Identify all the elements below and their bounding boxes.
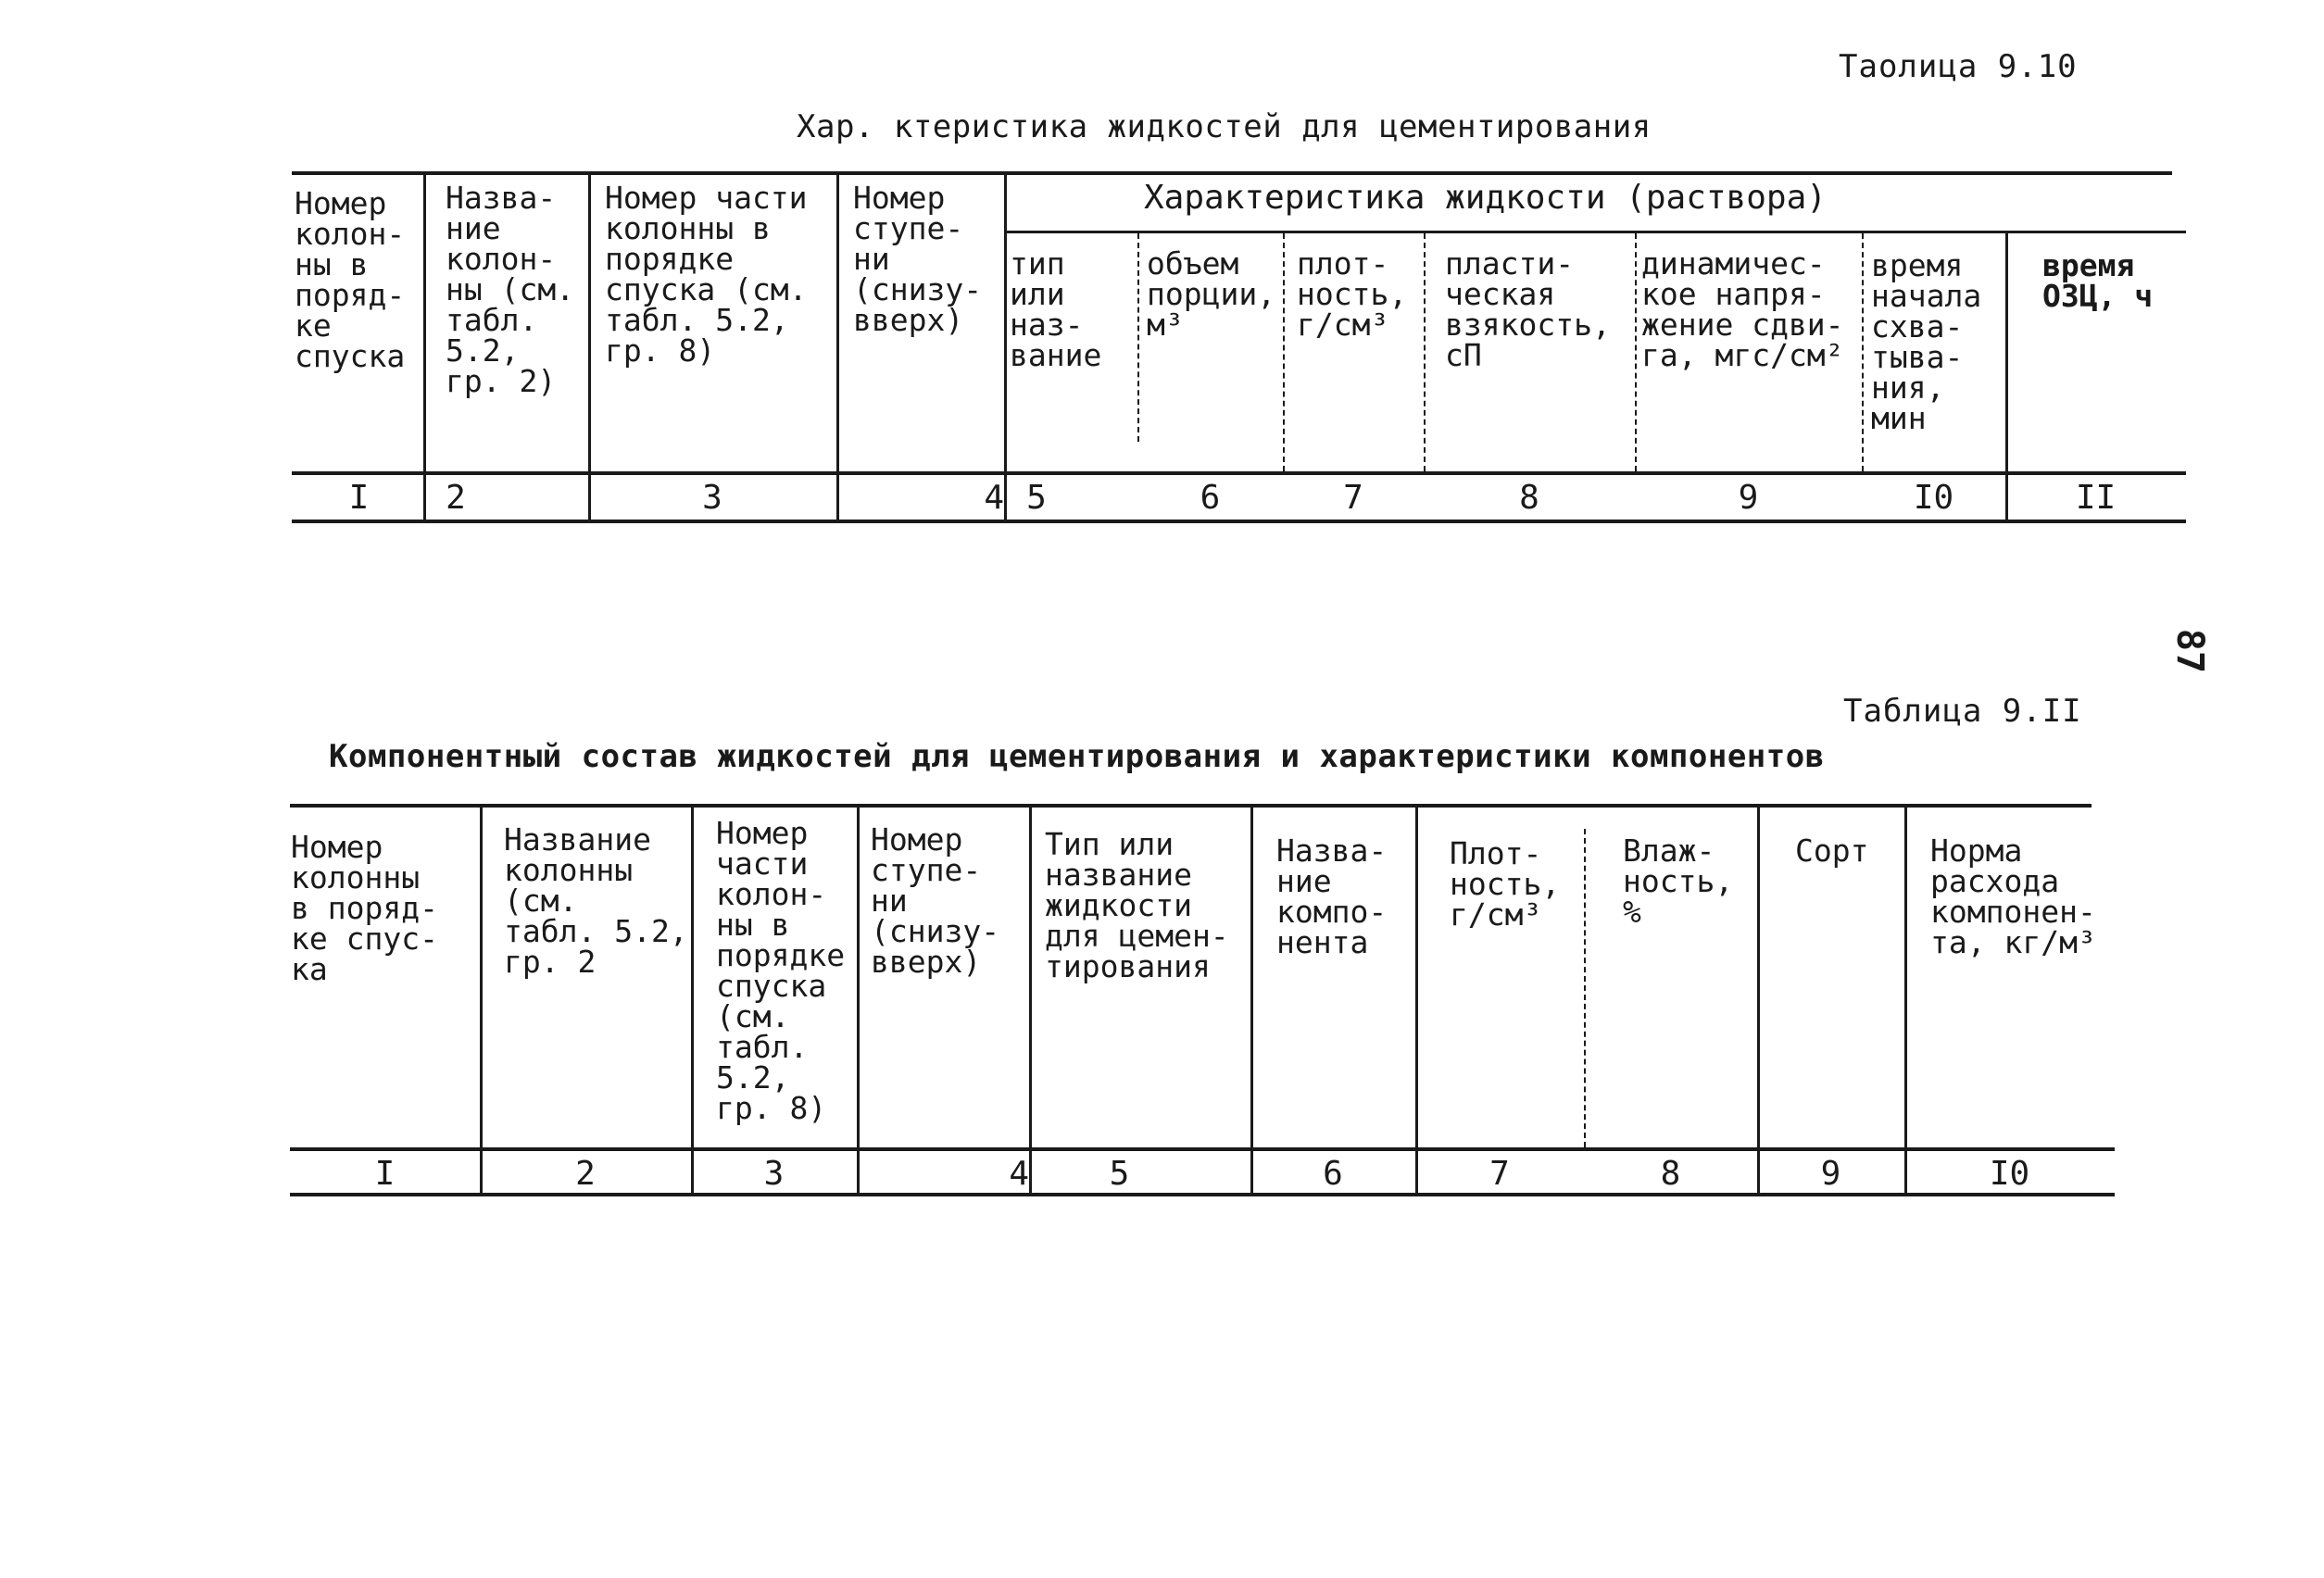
table2-header-10: Норма расхода компонен- та, кг/м³ (1930, 833, 2096, 960)
table1-number: 9 (1738, 479, 1759, 517)
table1-header-bottom-rule (292, 471, 2186, 475)
table1-number: 6 (1200, 479, 1221, 517)
table2-col-divider (1250, 804, 1253, 1193)
table1-number: I0 (1913, 479, 1954, 517)
table1-col-divider (1635, 233, 1637, 471)
table2-number: 6 (1323, 1155, 1343, 1193)
page-number: 87 (2168, 628, 2212, 674)
table2-top-rule (290, 804, 2092, 808)
table2-col-divider (480, 804, 483, 1193)
table2-number: 8 (1660, 1155, 1681, 1193)
table2-caption: Компонентный состав жидкостей для цементирования и характеристики компонентов (329, 738, 1825, 775)
table2-col-divider (1584, 829, 1586, 1147)
table1-header-9: динамичес- кое напря- жение сдви- га, мгс/см² (1641, 245, 1844, 373)
table2-number: I (374, 1155, 396, 1193)
table1-col-divider (588, 171, 591, 520)
table1-col-divider (1424, 233, 1426, 471)
table1-header-5: тип или наз- вание (1010, 245, 1102, 373)
table1-col-divider (1004, 171, 1007, 520)
table1-header-1: Номер колон- ны в поряд- ке спуска (295, 185, 406, 374)
table2-header-7: Плот- ность, г/см³ (1450, 835, 1561, 933)
table1-caption: Хар. ктеристика жидкостей для цементирования (797, 108, 1652, 145)
table2-number: I0 (1989, 1155, 2030, 1193)
table2-col-divider (1904, 804, 1907, 1193)
table1-header-11: время ОЗЦ, ч (2042, 247, 2154, 314)
table1-number: 5 (1026, 479, 1047, 517)
table1-col-divider (1137, 233, 1139, 442)
table1-header-7: плот- ность, г/см³ (1297, 245, 1408, 343)
table1-top-rule (292, 171, 2172, 175)
table1-number: 2 (446, 479, 466, 517)
table2-number: 2 (575, 1155, 596, 1193)
table2-col-divider (691, 804, 694, 1193)
table1-number: I (348, 479, 370, 517)
table1-bottom-rule (292, 520, 2186, 523)
table2-header-bottom-rule (290, 1147, 2115, 1151)
table2-number: 5 (1109, 1155, 1130, 1193)
table1-number: II (2075, 479, 2117, 517)
table2-bottom-rule (290, 1193, 2115, 1196)
table1-header-4: Номер ступе- ни (снизу- вверх) (853, 180, 983, 338)
table2-number: 9 (1820, 1155, 1841, 1193)
table2-header-4: Номер ступе- ни (снизу- вверх) (871, 821, 1000, 980)
table2-header-5: Тип или название жидкости для цемен- тирования (1045, 826, 1229, 984)
table2-number: 4 (1009, 1155, 1029, 1193)
table1-header-10: время начала схва- тыва- ния, мин (1871, 247, 1982, 436)
table2-header-8: Влаж- ность, % (1623, 833, 1734, 930)
table2-header-9: Сорт (1795, 833, 1869, 869)
table1-header-3: Номер части колонны в порядке спуска (см. табл. 5.2, гр. 8) (605, 180, 808, 369)
table2-header-6: Назва- ние компо- нента (1276, 833, 1388, 960)
table2-number: 7 (1489, 1155, 1510, 1193)
table1-number: 3 (702, 479, 722, 517)
table1-header-2: Назва- ние колон- ны (см. табл. 5.2, гр. 2) (446, 180, 575, 399)
table2-header-2: Название колонны (см. табл. 5.2, гр. 2 (504, 821, 688, 980)
table2-col-divider (857, 804, 860, 1193)
table2-col-divider (1757, 804, 1760, 1193)
table1-number: 4 (984, 479, 1004, 517)
table1-number: 8 (1519, 479, 1539, 517)
table1-col-divider (836, 171, 839, 520)
table1-col-divider (1283, 233, 1285, 471)
table1-header-8: пласти- ческая взякость, сП (1445, 245, 1611, 373)
table2-header-1: Номер колонны в поряд- ке спус- ка (291, 829, 438, 987)
table1-col-divider (423, 171, 426, 520)
table1-group-header: Характеристика жидкости (раствора) (1144, 179, 1827, 217)
table1-col-divider (2005, 233, 2008, 520)
table1-col-divider (1862, 233, 1864, 471)
table2-col-divider (1029, 804, 1032, 1193)
table1-header-6: объем порции, м³ (1147, 245, 1276, 343)
table1-number: 7 (1343, 479, 1363, 517)
table2-label: Таблица 9.II (1843, 693, 2082, 730)
table2-col-divider (1415, 804, 1418, 1193)
table2-header-3: Номер части колон- ны в порядке спуска (см. табл. 5.2, гр. 8) (716, 815, 846, 1126)
table2-number: 3 (763, 1155, 785, 1193)
table1-label: Таолица 9.10 (1839, 48, 2078, 85)
table1-group-rule (1005, 231, 2186, 233)
